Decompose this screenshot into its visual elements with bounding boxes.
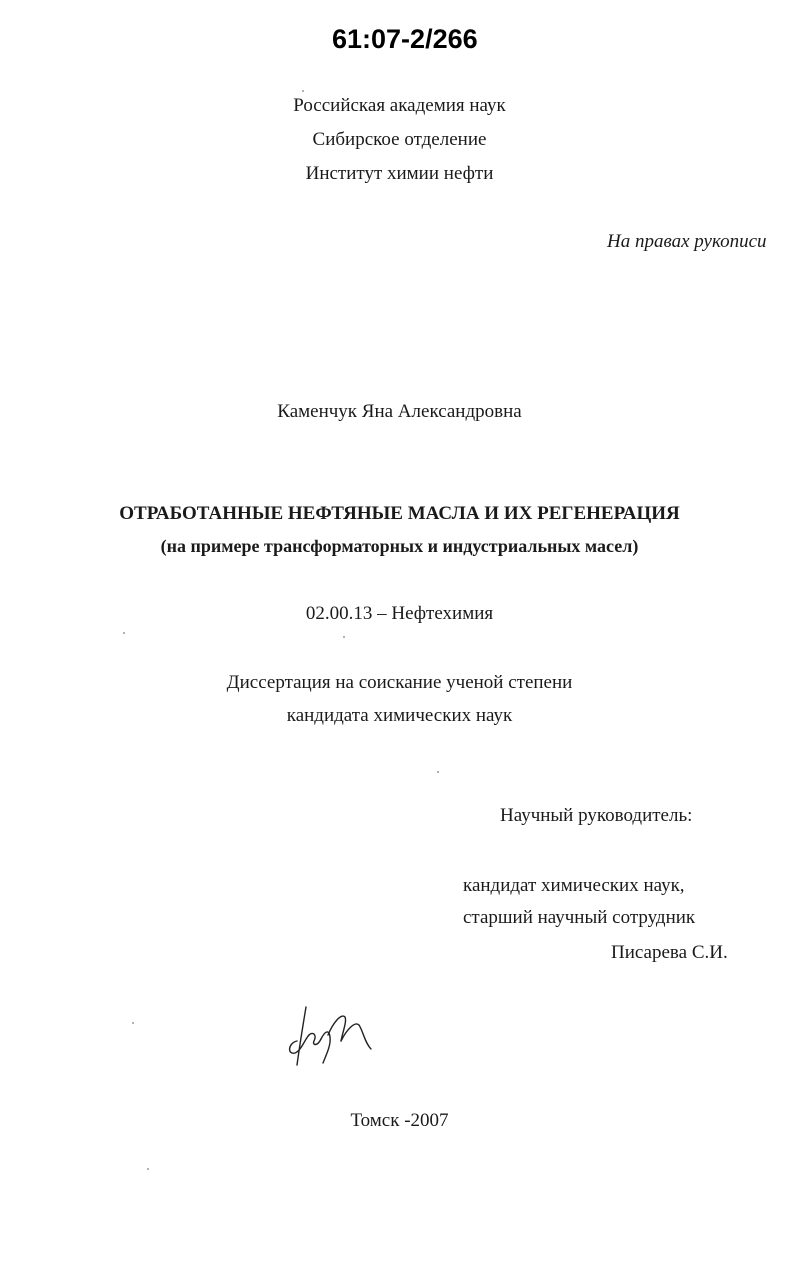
supervisor-name: Писарева С.И. — [611, 942, 728, 963]
rights-note: На правах рукописи — [607, 231, 767, 252]
archive-code: 61:07-2/266 — [332, 24, 478, 54]
city-year: Томск -2007 — [350, 1110, 449, 1131]
degree-line-2: кандидата химических наук — [286, 705, 513, 726]
scan-speck — [147, 1168, 149, 1170]
dissertation-subtitle: (на примере трансформаторных и индустриальных масел) — [160, 536, 639, 556]
specialty-code: 02.00.13 – Нефтехимия — [305, 603, 494, 624]
scan-speck — [437, 771, 439, 773]
scan-speck — [302, 90, 304, 92]
organization-name: Российская академия наук — [293, 95, 506, 116]
scan-speck — [132, 1022, 134, 1024]
handwritten-signature — [283, 995, 378, 1075]
author-name: Каменчук Яна Александровна — [277, 401, 522, 422]
supervisor-position: старший научный сотрудник — [463, 907, 696, 928]
supervisor-label: Научный руководитель: — [500, 805, 693, 826]
supervisor-degree: кандидат химических наук, — [463, 875, 685, 896]
degree-line-1: Диссертация на соискание ученой степени — [226, 672, 573, 693]
scan-speck — [123, 632, 125, 634]
dissertation-title: ОТРАБОТАННЫЕ НЕФТЯНЫЕ МАСЛА И ИХ РЕГЕНЕРАЦИЯ — [119, 503, 680, 524]
division-name: Сибирское отделение — [312, 129, 487, 150]
institute-name: Институт химии нефти — [305, 163, 494, 184]
scan-speck — [343, 636, 345, 638]
